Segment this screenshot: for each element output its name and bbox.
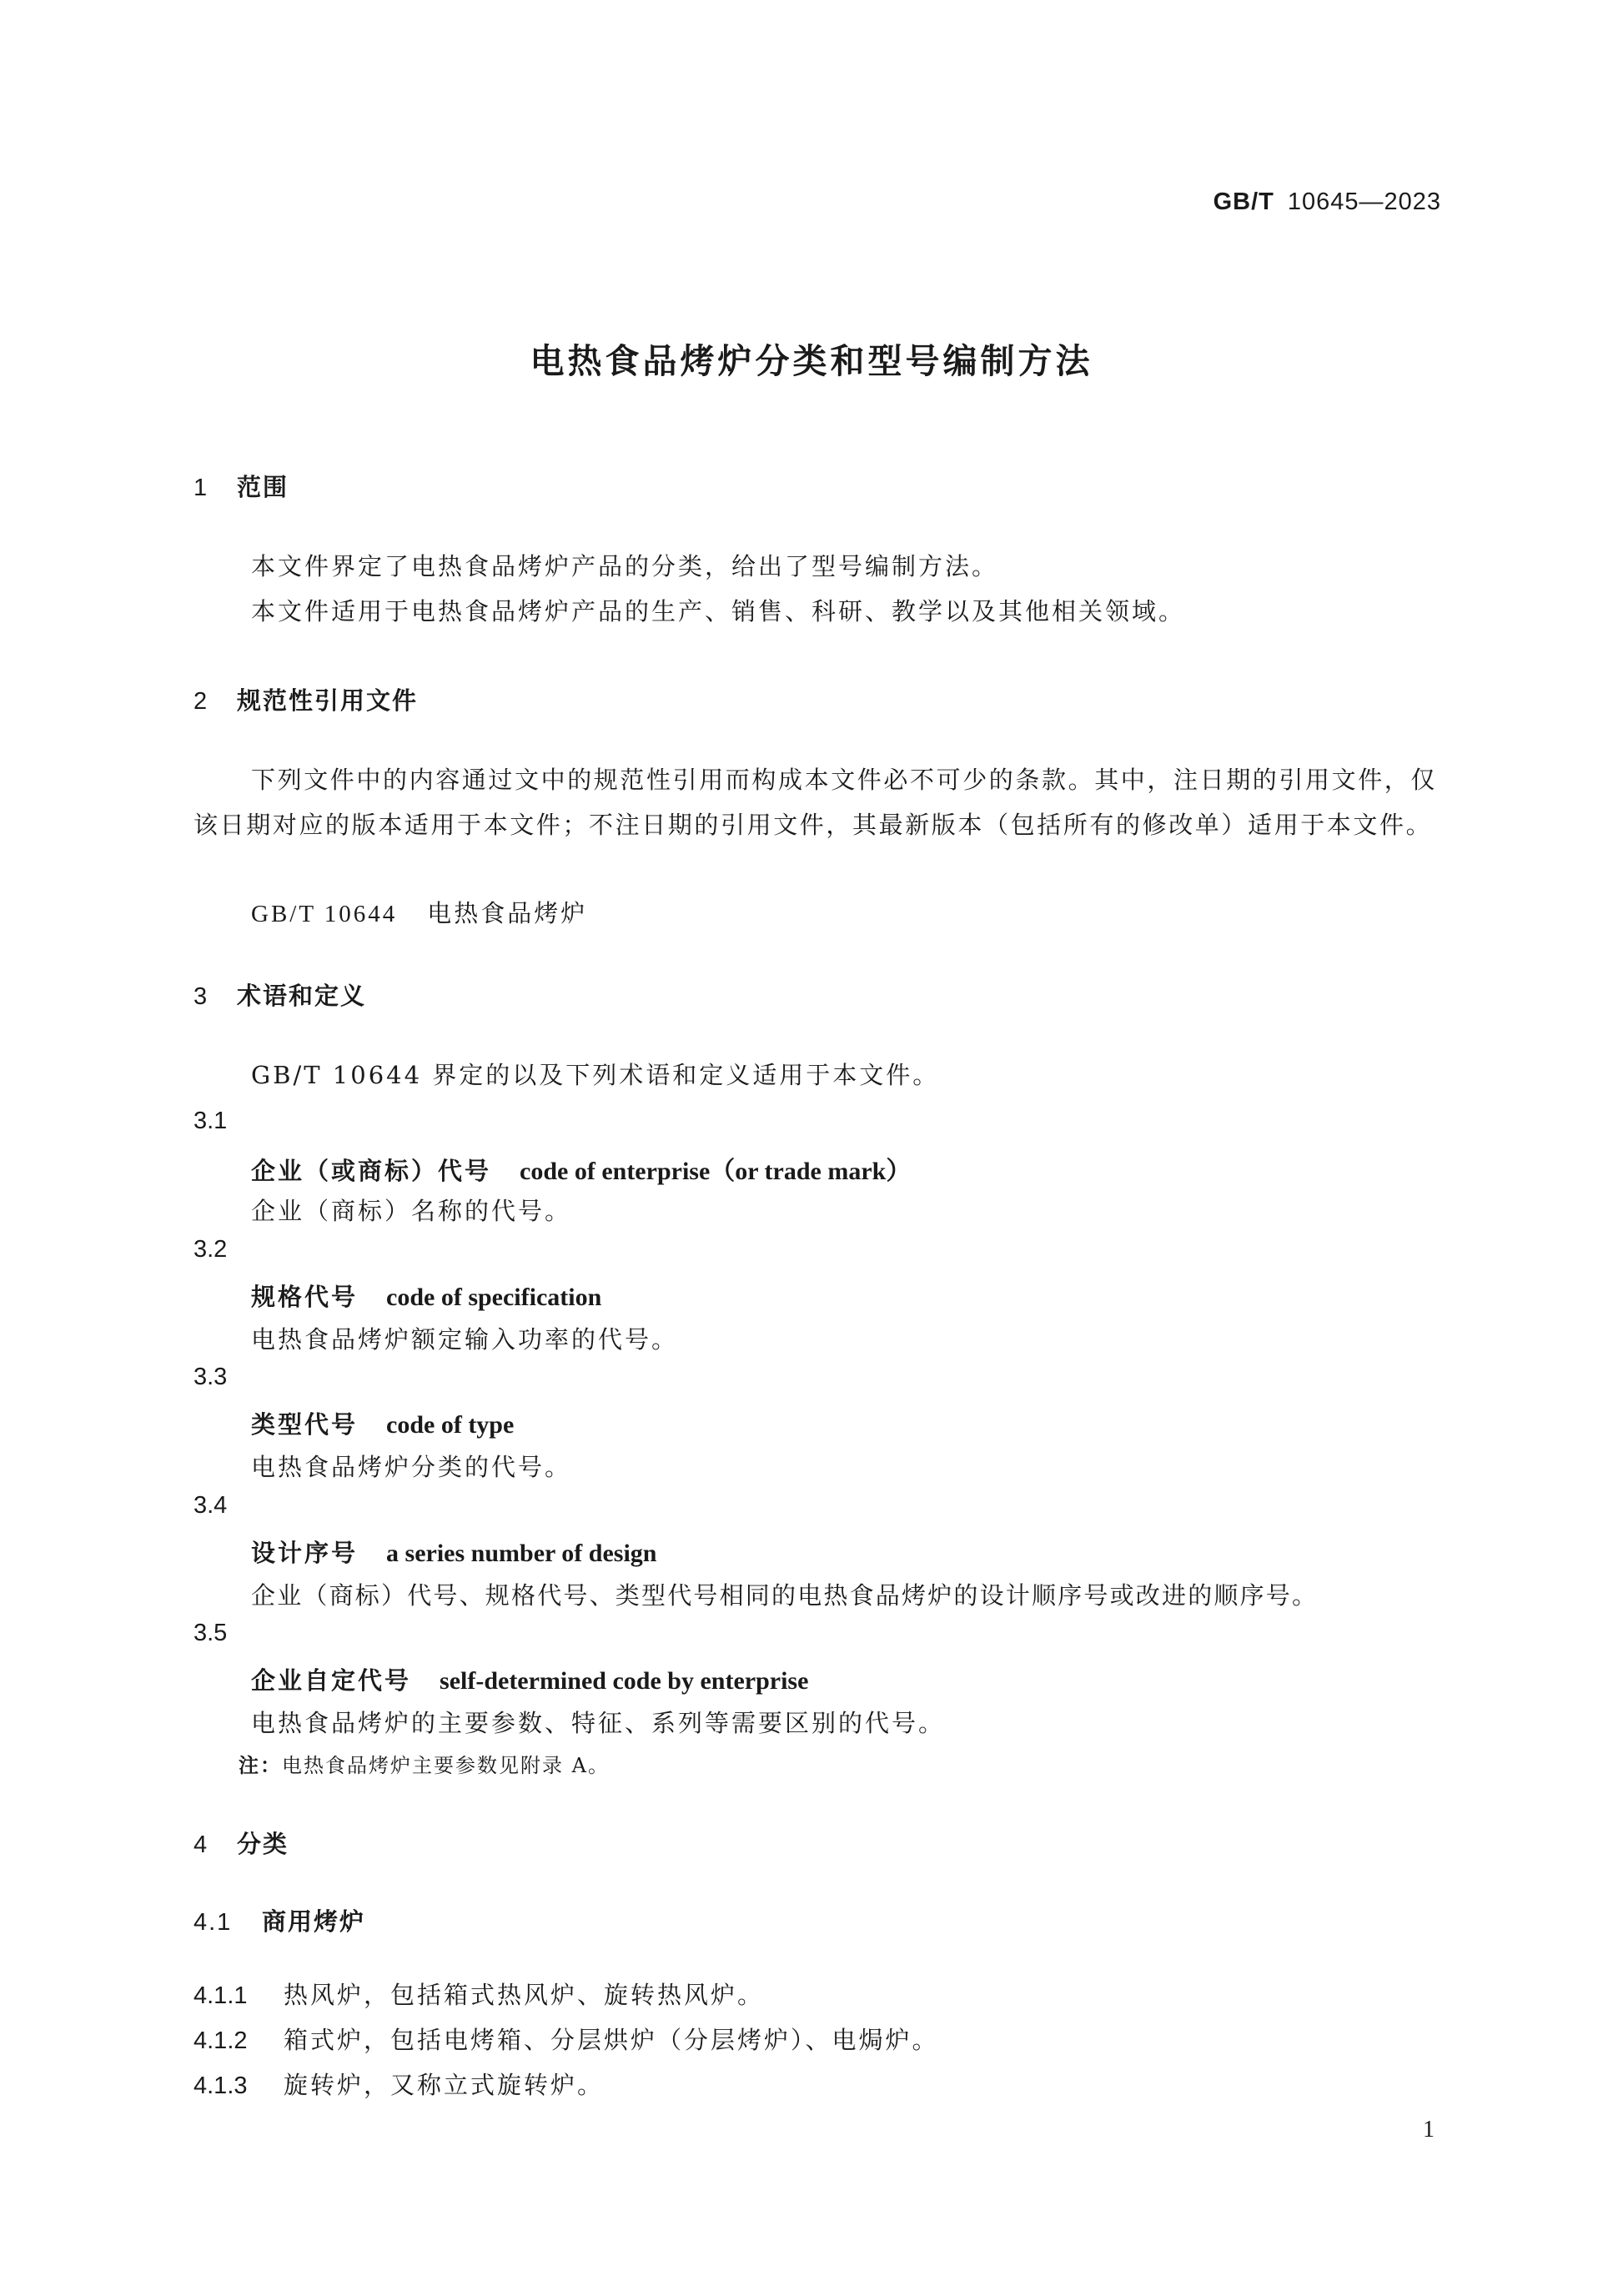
standard-code bbox=[1213, 188, 1441, 216]
term-definition: 企业（商标）名称的代号。 bbox=[251, 1197, 572, 1225]
term-title bbox=[251, 1535, 656, 1569]
term-english: code of specification bbox=[386, 1284, 602, 1311]
reference-title: 电热食品烤炉 bbox=[427, 899, 588, 927]
subsection-4-1-heading bbox=[193, 1907, 366, 1936]
term-chinese: 规格代号 bbox=[251, 1283, 359, 1311]
subsection-title: 商用烤炉 bbox=[262, 1907, 366, 1936]
section-1-heading bbox=[193, 475, 289, 500]
term-chinese: 企业（或商标）代号 bbox=[251, 1157, 492, 1185]
reference-code: GB/T 10644 bbox=[251, 901, 398, 927]
term-number: 3.2 bbox=[193, 1236, 228, 1263]
term-definition: 电热食品烤炉额定输入功率的代号。 bbox=[251, 1325, 679, 1354]
section-2-heading bbox=[193, 686, 419, 715]
term-number: 3.5 bbox=[193, 1620, 228, 1646]
section-3-intro: GB/T 10644 界定的以及下列术语和定义适用于本文件。 bbox=[251, 1061, 940, 1089]
note-label: 注： bbox=[239, 1754, 282, 1777]
section-title: 规范性引用文件 bbox=[237, 686, 419, 715]
clause-4-1-1 bbox=[193, 1977, 764, 2011]
term-definition: 电热食品烤炉的主要参数、特征、系列等需要区别的代号。 bbox=[251, 1709, 946, 1737]
term-title bbox=[251, 1150, 911, 1187]
term-title bbox=[251, 1406, 514, 1440]
section-4-heading bbox=[193, 1832, 289, 1857]
note-text: 电热食品烤炉主要参数见附录 A。 bbox=[282, 1754, 610, 1777]
term-english: self-determined code by enterprise bbox=[440, 1667, 809, 1695]
normative-reference bbox=[251, 899, 588, 927]
clause-text: 箱式炉，包括电烤箱、分层烘炉（分层烤炉）、电焗炉。 bbox=[284, 2026, 939, 2054]
section-title: 范围 bbox=[237, 473, 289, 501]
clause-text: 热风炉，包括箱式热风炉、旋转热风炉。 bbox=[284, 1981, 765, 2009]
term-title bbox=[251, 1662, 808, 1696]
term-title bbox=[251, 1279, 601, 1313]
clause-number: 4.1.1 bbox=[193, 1982, 248, 2009]
section-number: 3 bbox=[193, 983, 209, 1010]
clause-number: 4.1.2 bbox=[193, 2027, 248, 2054]
section-number: 1 bbox=[193, 475, 209, 501]
term-english: code of enterprise（or trade mark） bbox=[520, 1158, 912, 1185]
term-definition: 企业（商标）代号、规格代号、类型代号相同的电热食品烤炉的设计顺序号或改进的顺序号。 bbox=[251, 1581, 1319, 1610]
clause-number: 4.1.3 bbox=[193, 2072, 248, 2099]
term-chinese: 企业自定代号 bbox=[251, 1666, 412, 1695]
standard-prefix: GB/T bbox=[1213, 188, 1274, 215]
clause-text: 旋转炉，又称立式旋转炉。 bbox=[284, 2071, 605, 2099]
term-number: 3.4 bbox=[193, 1492, 228, 1519]
clause-4-1-2 bbox=[193, 2022, 939, 2056]
section-number: 2 bbox=[193, 688, 209, 715]
section-number: 4 bbox=[193, 1831, 209, 1858]
clause-4-1-3 bbox=[193, 2067, 604, 2101]
term-chinese: 类型代号 bbox=[251, 1410, 359, 1439]
section-1-paragraph-1: 本文件界定了电热食品烤炉产品的分类，给出了型号编制方法。 bbox=[251, 552, 999, 580]
section-2-paragraph: 下列文件中的内容通过文中的规范性引用而构成本文件必不可少的条款。其中，注日期的引用文件，仅该日期对应的版本适用于本文件；不注日期的引用文件，其最新版本（包括所有的修改单）适用于本文件。 bbox=[193, 766, 1438, 839]
term-number: 3.3 bbox=[193, 1364, 228, 1390]
page-number: 1 bbox=[1423, 2117, 1435, 2143]
term-number: 3.1 bbox=[193, 1108, 228, 1134]
term-english: code of type bbox=[386, 1411, 515, 1439]
document-title: 电热食品烤炉分类和型号编制方法 bbox=[530, 341, 1093, 381]
term-chinese: 设计序号 bbox=[251, 1539, 359, 1567]
section-3-heading bbox=[193, 984, 366, 1009]
term-definition: 电热食品烤炉分类的代号。 bbox=[251, 1453, 572, 1481]
term-english: a series number of design bbox=[386, 1540, 657, 1567]
section-1-paragraph-2: 本文件适用于电热食品烤炉产品的生产、销售、科研、教学以及其他相关领域。 bbox=[251, 597, 1186, 625]
subsection-number: 4.1 bbox=[193, 1909, 233, 1936]
section-title: 分类 bbox=[237, 1830, 289, 1858]
term-note bbox=[239, 1749, 610, 1778]
standard-number: 10645—2023 bbox=[1287, 188, 1441, 215]
section-title: 术语和定义 bbox=[237, 982, 367, 1010]
